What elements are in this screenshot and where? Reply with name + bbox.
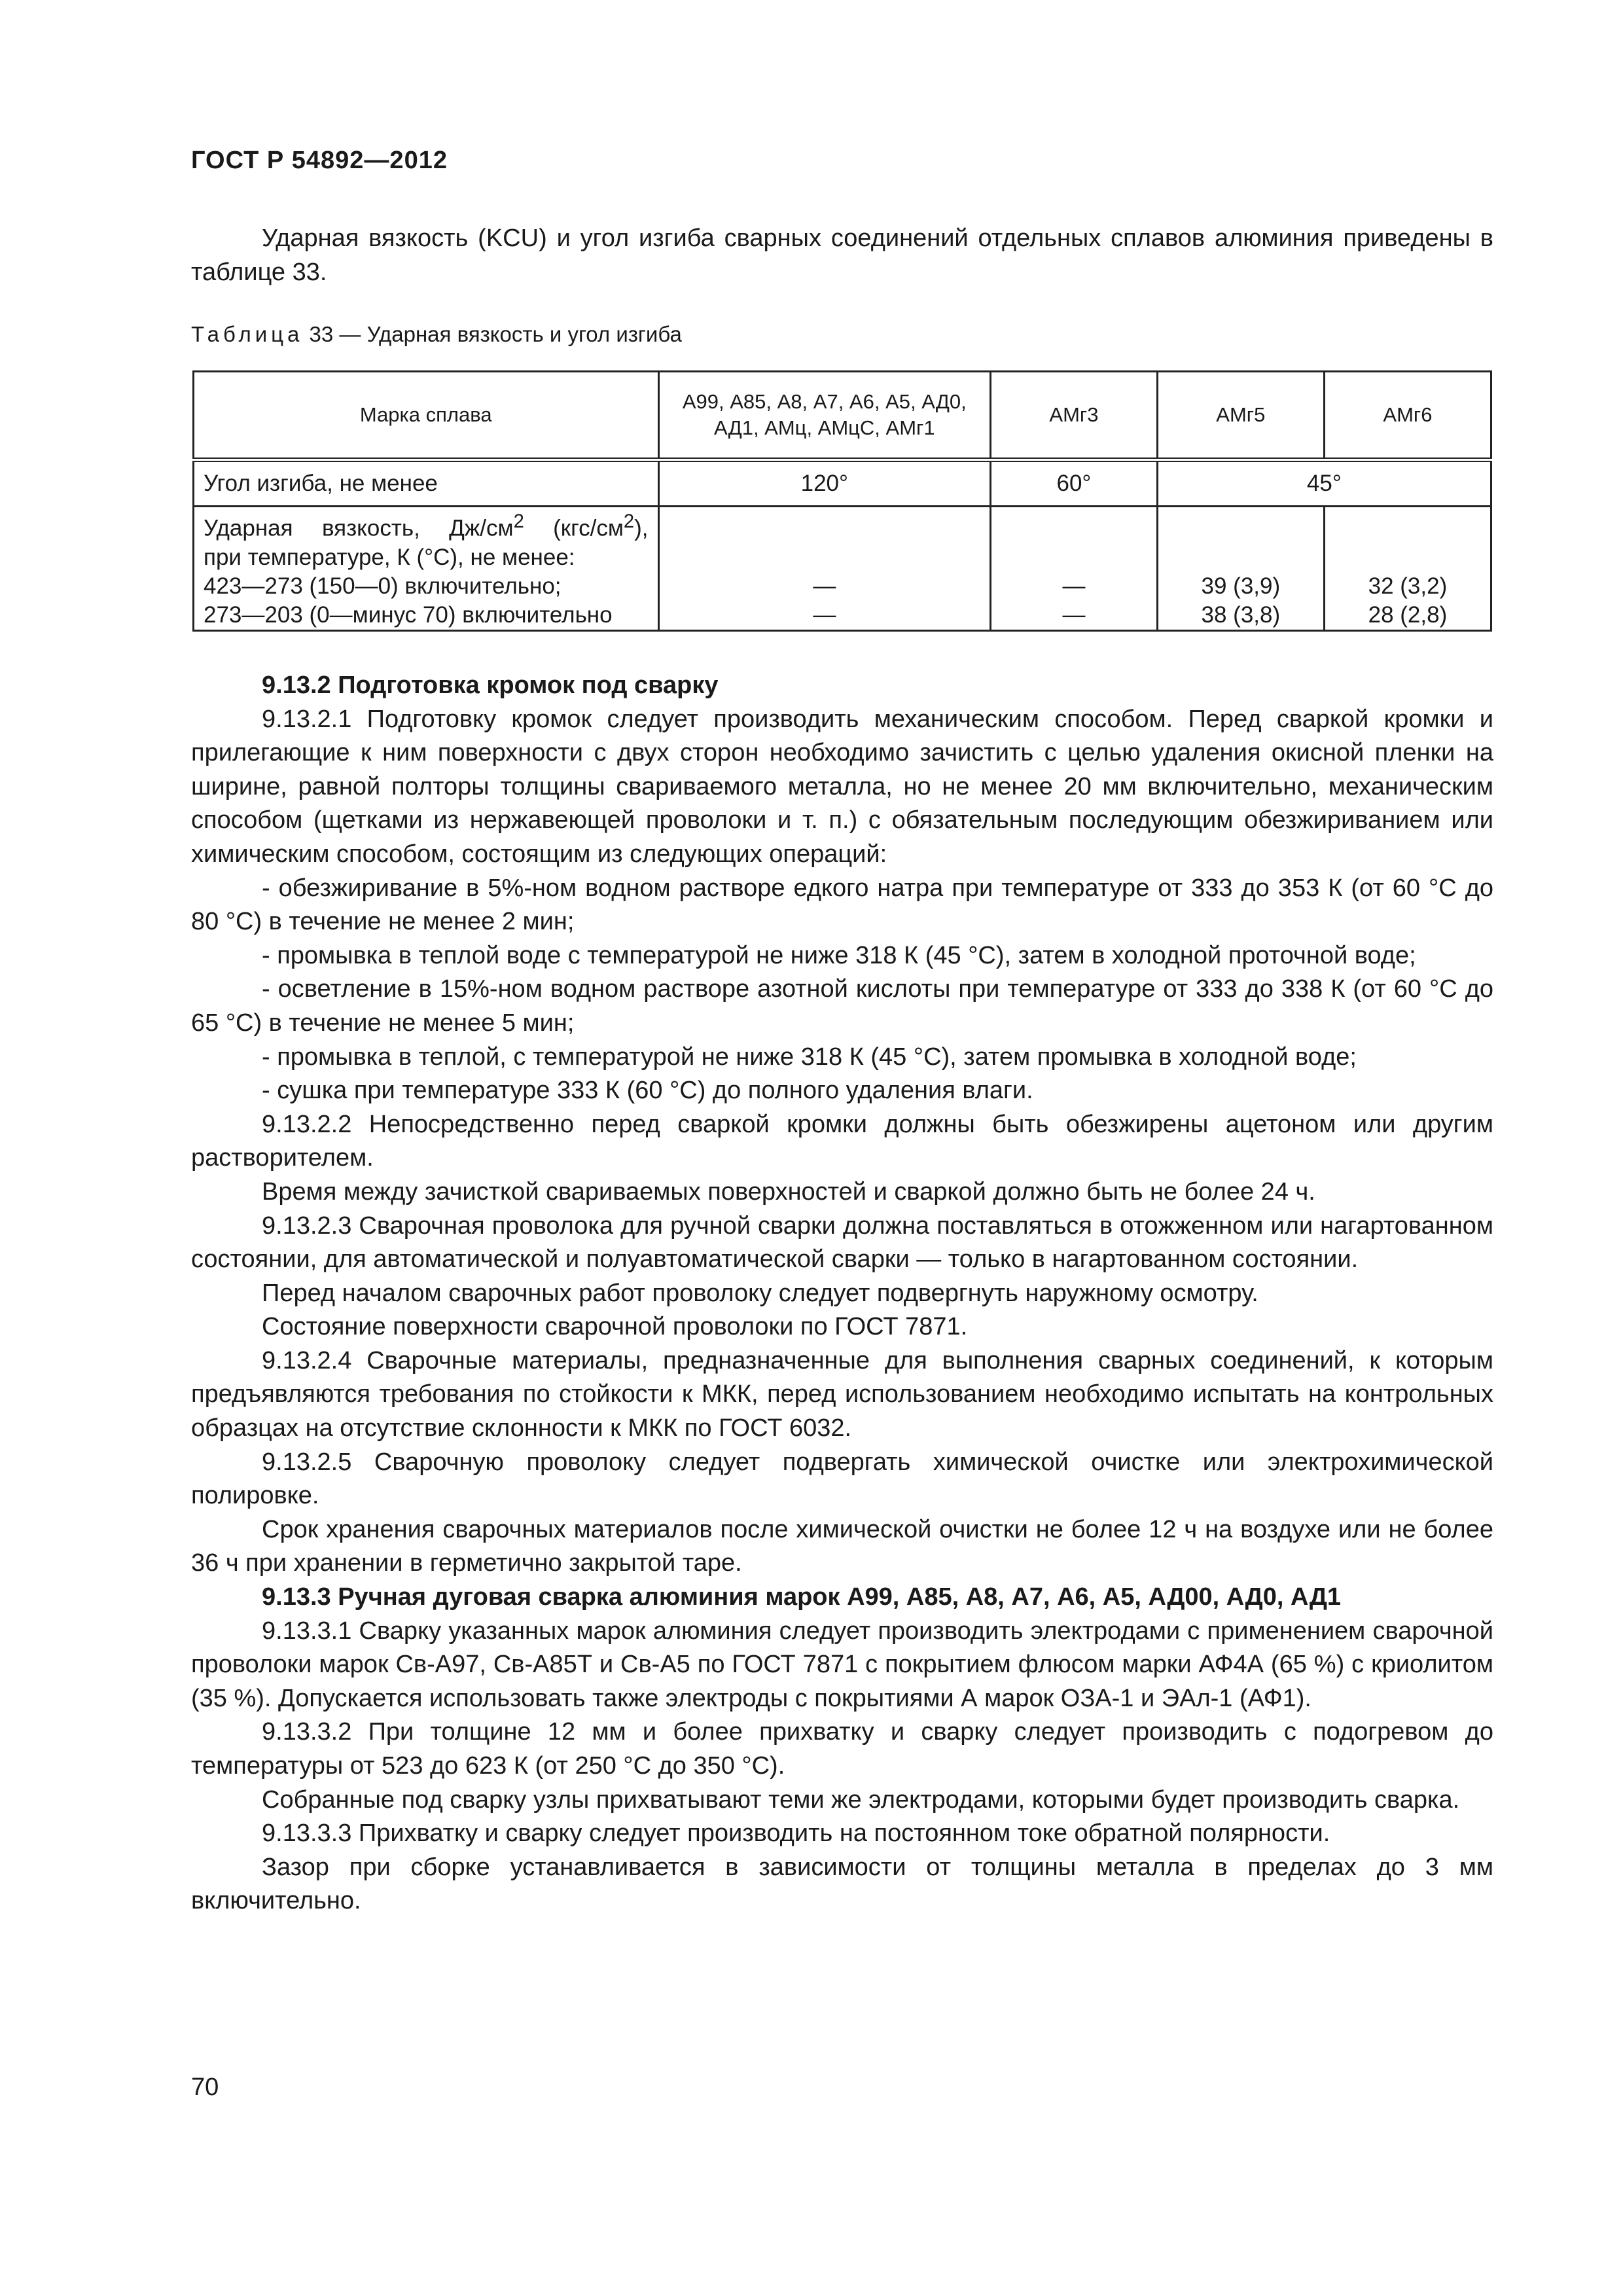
section-heading: 9.13.3 Ручная дуговая сварка алюминия марок А99, А85, А8, А7, А6, А5, АД00, АД0, АД1 [262,1583,1342,1611]
body-paragraph: Собранные под сварку узлы прихватывают теми же электродами, которыми будет производить сварка. [262,1785,1460,1814]
impact-label-text-a: Ударная вязкость, Дж/см [204,515,514,541]
table-row-bend-angle [194,460,1491,507]
header-alloy-group: А99, А85, А8, А7, А6, А5, АД0, АД1, АМц, АМцС, АМг1 [658,372,991,460]
body-paragraph: Зазор при сборке устанавливается в зависимости от толщины металла в пределах до 3 мм включительно. [191,1853,1493,1915]
body-paragraph: 9.13.2.5 Сварочную проволоку следует подвергать химической очистке или электрохимической полировке. [191,1448,1493,1510]
header-amg6: АМг6 [1324,372,1491,460]
impact-label-line-1 [204,507,649,543]
impact-values-amg6 [1324,507,1491,631]
body-paragraph: - осветление в 15%-ном водном растворе азотной кислоты при температуре от 333 до 338 К (от 60 °С до 65 °С) в течение не менее 5 мин; [191,975,1493,1037]
impact-value-amg5-2: 38 (3,8) [1201,601,1281,628]
impact-label-sup-2: 2 [623,511,635,532]
body-paragraph: 9.13.3.2 При толщине 12 мм и более прихватку и сварку следует производить с подогревом до температуры от 523 до 623 К (от 250 °С до 350 °С). [191,1718,1493,1780]
bend-angle-value-amg5-amg6: 45° [1157,460,1491,507]
body-paragraph: 9.13.3.1 Сварку указанных марок алюминия следует производить электродами с применением сварочной проволоки марок Св-А97, Св-А85Т и Св-А5 по ГОСТ 7871 с покрытием флюсом марки АФ4А (65 %) с криолитом (35 %). Допускается использовать также электроды с покрытиями А марок ОЗА-1 и ЭАл-1 (АФ1). [191,1617,1493,1712]
header-alloy-grade: Марка сплава [194,372,659,460]
impact-value-amg5-1: 39 (3,9) [1201,573,1281,599]
body-paragraph: Состояние поверхности сварочной проволоки по ГОСТ 7871. [262,1313,968,1341]
impact-values-group [658,507,991,631]
bend-angle-value-group: 120° [658,460,991,507]
body-paragraph: - промывка в теплой воде с температурой не ниже 318 К (45 °С), затем в холодной проточной воде; [262,941,1416,969]
impact-label-line-2: при температуре, К (°С), не менее: [204,544,575,570]
table-caption-text: 33 — Ударная вязкость и угол изгиба [303,322,682,346]
impact-value-group-1: — [813,573,836,599]
body-paragraph: 9.13.2.1 Подготовку кромок следует производить механическим способом. Перед сваркой кромки и прилегающие к ним поверхности с двух сторон необходимо зачистить с целью удаления окисной пленки на ширине, равной полторы толщины свариваемого металла, но не менее 20 мм включительно, механическим способом (щетками из нержавеющей проволоки и т. п.) с обязательным последующим обезжириванием или химическим способом, состоящим из следующих операций: [191,705,1493,868]
impact-value-amg6-1: 32 (3,2) [1368,573,1448,599]
impact-values-amg5 [1157,507,1324,631]
body-paragraph: Срок хранения сварочных материалов после химической очистки не более 12 ч на воздухе или не более 36 ч при хранении в герметично закрытой таре. [191,1515,1493,1577]
table-caption [191,322,682,347]
impact-value-amg3-1: — [1062,573,1086,599]
impact-toughness-table [192,370,1492,632]
body-text [191,669,1493,1918]
body-paragraph: 9.13.2.2 Непосредственно перед сваркой кромки должны быть обезжирены ацетоном или другим растворителем. [191,1110,1493,1172]
body-paragraph: 9.13.2.4 Сварочные материалы, предназначенные для выполнения сварных соединений, к которым предъявляются требования по стойкости к МКК, перед использованием необходимо испытать на контрольных образцах на отсутствие склонности к МКК по ГОСТ 6032. [191,1346,1493,1443]
body-paragraph: Время между зачисткой свариваемых поверхностей и сваркой должно быть не более 24 ч. [262,1177,1315,1206]
impact-values-amg3 [991,507,1158,631]
impact-label-sup-1: 2 [513,511,524,532]
impact-label-text-c: ), [634,515,649,541]
bend-angle-value-amg3: 60° [991,460,1158,507]
impact-label-text-b: (кгс/см [524,515,624,541]
body-paragraph: - сушка при температуре 333 К (60 °С) до полного удаления влаги. [262,1077,1033,1105]
impact-value-group-2: — [813,601,836,628]
header-amg5: АМг5 [1157,372,1324,460]
table-header-row [194,372,1491,460]
bend-angle-label: Угол изгиба, не менее [194,460,659,507]
impact-value-amg6-2: 28 (2,8) [1368,601,1448,628]
body-paragraph: 9.13.2.3 Сварочная проволока для ручной сварки должна поставляться в отожженном или нагартованном состоянии, для автоматической и полуавтоматической сварки — только в нагартованном состоянии. [191,1211,1493,1274]
body-paragraph: Перед началом сварочных работ проволоку следует подвергнуть наружному осмотру. [262,1279,1258,1307]
table-caption-word: Таблица [191,322,304,346]
section-heading: 9.13.2 Подготовка кромок под сварку [262,672,719,699]
header-amg3: АМг3 [991,372,1158,460]
intro-paragraph: Ударная вязкость (KCU) и угол изгиба сварных соединений отдельных сплавов алюминия приведены в таблице 33. [191,224,1493,286]
body-paragraph: 9.13.3.3 Прихватку и сварку следует производить на постоянном токе обратной полярности. [262,1820,1330,1848]
impact-value-amg3-2: — [1062,601,1086,628]
impact-label-line-4: 273—203 (0—минус 70) включительно [204,601,613,628]
standard-header: ГОСТ Р 54892—2012 [191,147,448,174]
page-number: 70 [191,2073,219,2101]
table-row-impact-toughness [194,507,1491,631]
impact-toughness-label [194,507,659,631]
impact-label-line-3: 423—273 (150—0) включительно; [204,573,562,599]
body-paragraph: - обезжиривание в 5%-ном водном растворе едкого натра при температуре от 333 до 353 К (от 60 °С до 80 °С) в течение не менее 2 мин; [191,874,1493,936]
body-paragraph: - промывка в теплой, с температурой не ниже 318 К (45 °С), затем промывка в холодной воде; [262,1043,1357,1071]
